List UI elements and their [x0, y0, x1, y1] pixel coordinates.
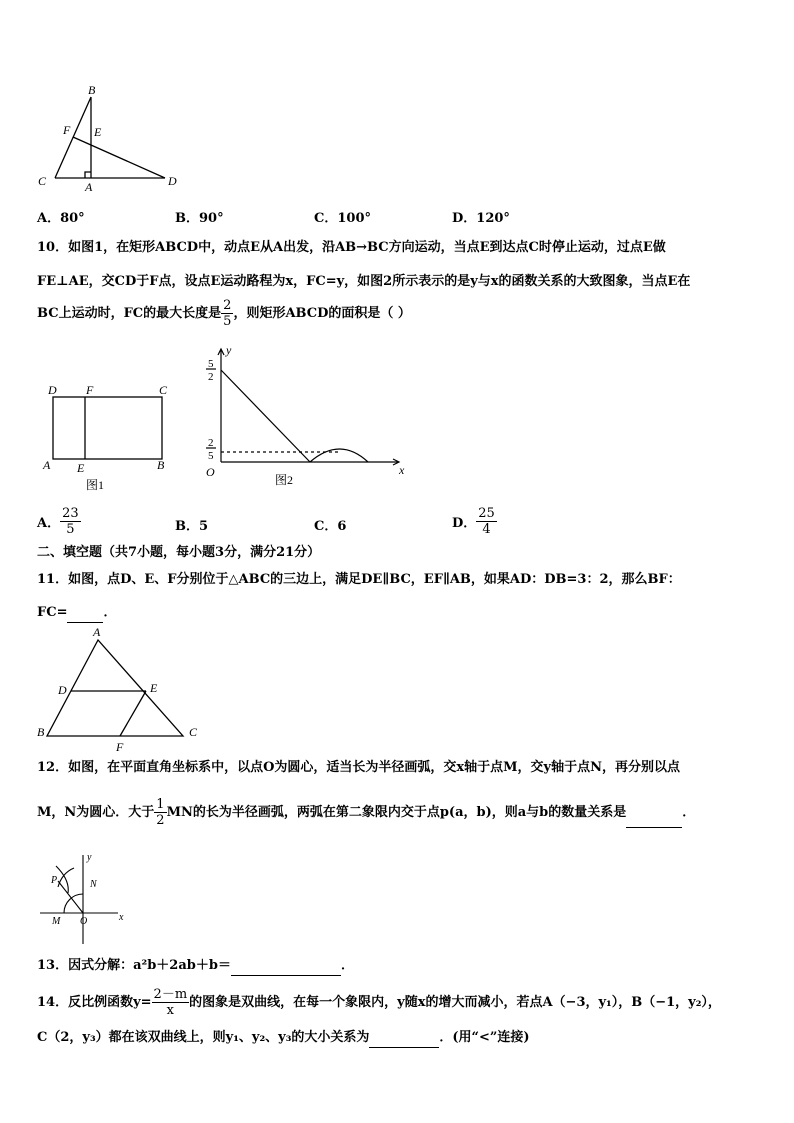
q9-option-c[interactable]: C．100°: [314, 211, 371, 226]
q9-option-d[interactable]: D．120°: [452, 211, 510, 226]
fraction-two-fifths: $\frac{2}{5}$: [223, 298, 232, 329]
x-axis-label: x: [119, 912, 124, 923]
q10-line3: BC上运动时，FC的最大长度是 $\frac{2}{5}$ ，则矩形ABCD的面积是（ ）: [37, 298, 411, 329]
q10-option-c[interactable]: C．6: [314, 519, 347, 534]
q13-answer-blank[interactable]: [231, 961, 341, 976]
q12-line1: 12．如图，在平面直角坐标系中，以点O为圆心，适当长为半径画弧，交x轴于点M，交y轴于点N，再分别以点: [37, 760, 680, 775]
q9-option-a[interactable]: A．80°: [37, 211, 85, 226]
origin-label: O: [206, 465, 215, 479]
q9-option-b[interactable]: B．90°: [175, 211, 224, 226]
label-d: D: [58, 683, 67, 697]
q11-line2: FC= ．: [37, 603, 116, 623]
label-b: B: [88, 83, 96, 97]
label-b: B: [37, 725, 45, 739]
tick-top-denominator: 2: [208, 371, 214, 383]
label-m: M: [52, 916, 61, 927]
q14-line2: C（2，y₃）都在该双曲线上，则y₁、y₂、y₃的大小关系为 ．(用“<”连接): [37, 1028, 530, 1048]
tick-low-numerator: 2: [208, 437, 214, 449]
label-f: F: [86, 383, 94, 397]
option-a-fraction: $\frac{23}{5}$: [62, 506, 79, 537]
label-c: C: [189, 725, 198, 739]
fraction-one-half: $\frac{1}{2}$: [156, 797, 165, 828]
q10-line2: FE⊥AE，交CD于F点，设点E运动路程为x，FC=y，如图2所示表示的是y与x的函数关系的大致图象，当点E在: [37, 274, 691, 289]
bisector-ray: [58, 881, 83, 913]
q13-line: 13．因式分解：a²b＋2ab＋b＝ ．: [37, 956, 354, 976]
fraction-2-minus-m-over-x: $\frac{2-m}{x}$: [153, 987, 188, 1018]
q10-line1: 10．如图1，在矩形ABCD中，动点E从A出发，沿AB→BC方向运动，当点E到达点C时停止运动，过点E做: [37, 240, 666, 255]
label-b: B: [157, 458, 165, 472]
label-a: A: [43, 458, 51, 472]
label-d: D: [168, 174, 177, 188]
label-f: F: [63, 123, 71, 137]
option-d-fraction: $\frac{25}{4}$: [478, 506, 495, 537]
label-c: C: [38, 174, 47, 188]
label-c: C: [159, 383, 168, 397]
label-d: D: [48, 383, 57, 397]
y-axis-label: y: [226, 343, 232, 357]
label-e: E: [94, 125, 102, 139]
q12-line2: M，N为圆心．大于 $\frac{1}{2}$ MN的长为半径画弧，两弧在第二象限内交于点p(a，b)，则a与b的数量关系是 ．: [37, 797, 696, 828]
label-p: P: [51, 875, 58, 886]
q14-answer-blank[interactable]: [369, 1033, 439, 1048]
label-e: E: [150, 681, 158, 695]
label-f: F: [116, 740, 124, 754]
arc-center-m: [56, 866, 68, 893]
label-a: A: [85, 180, 93, 194]
q11-line1: 11．如图，点D、E、F分别位于△ABC的三边上，满足DE∥BC，EF∥AB，如果AD：DB=3：2，那么BF：: [37, 572, 681, 587]
tick-low-denominator: 5: [208, 450, 214, 462]
figure-2-caption: 图2: [275, 473, 294, 487]
label-e: E: [77, 461, 85, 475]
q10-option-a[interactable]: A． $\frac{23}{5}$: [37, 506, 79, 537]
q14-line1: 14．反比例函数y= $\frac{2-m}{x}$ 的图象是双曲线，在每一个象限内，y随x的增大而减小，若点A（−3，y₁），B（−1，y₂），: [37, 987, 721, 1018]
label-n: N: [90, 879, 97, 890]
q10-option-d[interactable]: D． $\frac{25}{4}$: [452, 506, 495, 537]
y-axis-label: y: [87, 852, 92, 863]
label-a: A: [93, 625, 101, 639]
tick-top-numerator: 5: [208, 358, 214, 370]
x-axis-label: x: [399, 463, 405, 477]
section-2-header: 二、填空题（共7小题，每小题3分，满分21分）: [37, 545, 321, 560]
label-o: O: [80, 916, 88, 927]
figure-1-caption: 图1: [86, 478, 105, 492]
q10-option-b[interactable]: B．5: [175, 519, 209, 534]
